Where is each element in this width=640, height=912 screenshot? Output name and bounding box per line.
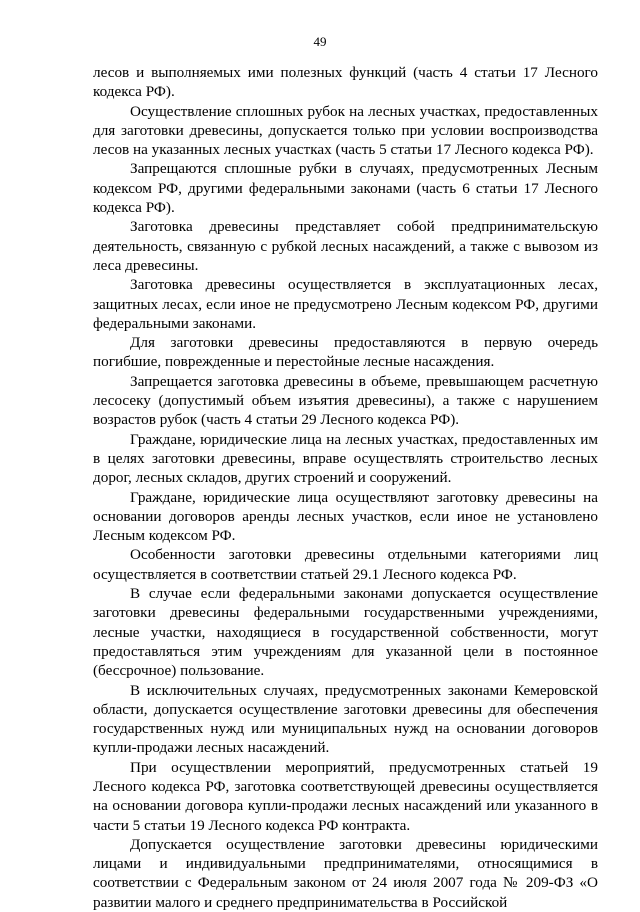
- paragraph-7: Запрещается заготовка древесины в объеме, превышающем расчетную лесосеку (допустимый объем изъятия древесины), а также с нарушением возрастов рубок (часть 4 статьи 29 Лесного кодекса РФ).: [93, 372, 598, 429]
- page-number: 49: [313, 34, 327, 49]
- paragraph-1: лесов и выполняемых ими полезных функций (часть 4 статьи 17 Лесного кодекса РФ).: [93, 64, 598, 101]
- paragraph-12: В исключительных случаях, предусмотренных законами Кемеровской области, допускается осуществление заготовки древесины для обеспечения государственных нужд или муниципальных нужд на основании договоров купли-продажи лесных насаждений.: [93, 681, 598, 757]
- paragraph-8: Граждане, юридические лица на лесных участках, предоставленных им в целях заготовки древесины, вправе осуществлять строительство лесных дорог, лесных складов, других строений и сооружений.: [93, 430, 598, 487]
- paragraph-13: При осуществлении мероприятий, предусмотренных статьей 19 Лесного кодекса РФ, заготовка соответствующей древесины осуществляется на основании договора купли-продажи лесных насаждений или указанного в части 5 статьи 19 Лесного кодекса РФ контракта.: [93, 758, 598, 834]
- document-body: [93, 63, 598, 912]
- paragraph-11: В случае если федеральными законами допускается осуществление заготовки древесины федеральными государственными учреждениями, лесные участки, находящиеся в государственной собственности, могут предоставляться этим учреждениям для указанной цели в постоянное (бессрочное) пользование.: [93, 585, 598, 680]
- paragraph-3: Запрещаются сплошные рубки в случаях, предусмотренных Лесным кодексом РФ, другими федеральными законами (часть 6 статьи 17 Лесного кодекса РФ).: [93, 160, 598, 217]
- paragraph-4: Заготовка древесины представляет собой предпринимательскую деятельность, связанную с рубкой лесных насаждений, а также с вывозом из леса древесины.: [93, 218, 598, 274]
- paragraph-9: Граждане, юридические лица осуществляют заготовку древесины на основании договоров аренды лесных участков, если иное не установлено Лесным кодексом РФ.: [93, 488, 598, 545]
- paragraph-10: Особенности заготовки древесины отдельными категориями лиц осуществляется в соответствии статьей 29.1 Лесного кодекса РФ.: [93, 546, 598, 583]
- paragraph-14: Допускается осуществление заготовки древесины юридическими лицами и индивидуальными предпринимателями, относящимися в соответствии с Федеральным законом от 24 июля 2007 года № 209-ФЗ «О развитии малого и среднего предпринимательства в Российской: [93, 835, 598, 911]
- paragraph-5: Заготовка древесины осуществляется в эксплуатационных лесах, защитных лесах, если иное не предусмотрено Лесным кодексом РФ, другими федеральными законами.: [93, 276, 598, 332]
- paragraph-6: Для заготовки древесины предоставляются в первую очередь погибшие, поврежденные и перестойные лесные насаждения.: [93, 334, 598, 371]
- paragraph-2: Осуществление сплошных рубок на лесных участках, предоставленных для заготовки древесины, допускается только при условии воспроизводства лесов на указанных лесных участках (часть 5 статьи 17 Лесного кодекса РФ).: [93, 102, 598, 159]
